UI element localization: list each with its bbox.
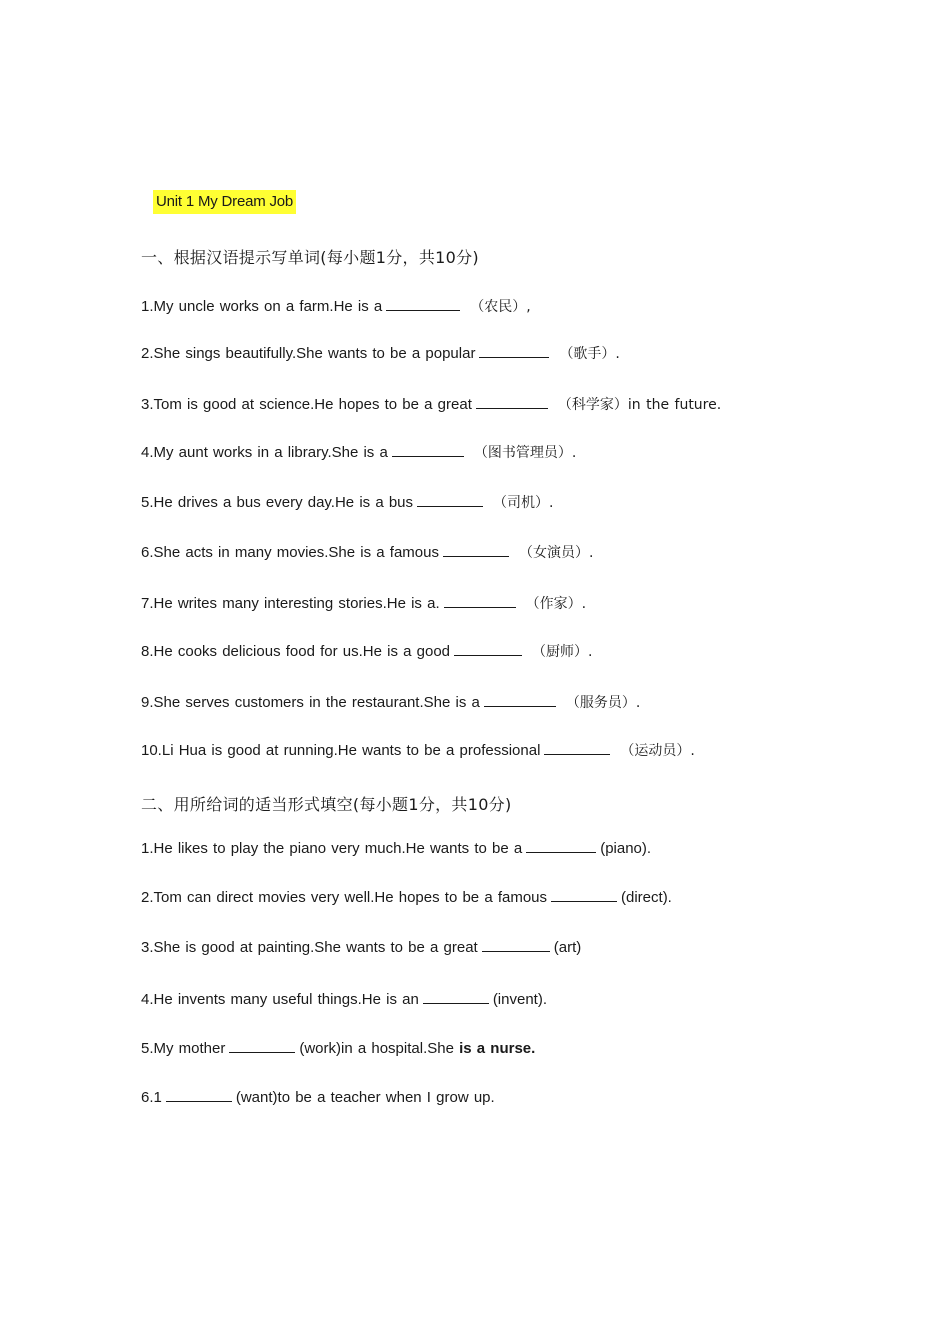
answer-blank[interactable]: [454, 641, 522, 656]
s2-item-word: (want)to be a teacher when I grow up.: [235, 1089, 495, 1106]
s2-item-text: 3.She is good at painting.She wants to be a great: [141, 939, 478, 956]
answer-blank[interactable]: [484, 692, 556, 707]
s1-item-text: 1.My uncle works on a farm.He is a: [141, 298, 383, 315]
s2-item-word: (piano).: [600, 840, 652, 857]
s1-item-4: [141, 442, 576, 462]
s2-item-text: 2.Tom can direct movies very well.He hopes to be a famous: [141, 889, 548, 906]
s1-item-hint: （作家）.: [525, 596, 587, 612]
s1-item-9: [141, 692, 640, 712]
answer-blank[interactable]: [444, 593, 516, 608]
s1-item-text: 10.Li Hua is good at running.He wants to be a professional: [141, 742, 541, 759]
answer-blank[interactable]: [544, 740, 610, 755]
s1-item-hint: （图书管理员）.: [473, 445, 577, 461]
s2-item-3: [141, 937, 581, 956]
s2-item-text: 5.My mother: [141, 1040, 226, 1057]
s1-item-1: [141, 296, 531, 316]
section1-heading: 一、根据汉语提示写单词(每小题1分，共10分): [141, 248, 479, 267]
section2-heading: 二、用所给词的适当形式填空(每小题1分，共10分): [141, 795, 512, 814]
answer-blank[interactable]: [476, 394, 548, 409]
s1-item-7: [141, 593, 586, 613]
answer-blank[interactable]: [526, 838, 596, 853]
s1-item-hint: （服务员）.: [565, 695, 641, 711]
s1-item-text: 4.My aunt works in a library.She is a: [141, 444, 388, 461]
s2-item-word: (direct).: [621, 889, 672, 906]
s1-item-hint: （运动员）.: [620, 743, 695, 759]
s1-item-10: [141, 740, 695, 760]
s1-item-6: [141, 542, 593, 562]
s2-item-text: 4.He invents many useful things.He is an: [141, 991, 419, 1008]
s1-item-text: 7.He writes many interesting stories.He is a.: [141, 595, 440, 612]
s2-item-1: [141, 838, 651, 857]
s1-item-text: 3.Tom is good at science.He hopes to be a great: [141, 396, 472, 413]
s1-item-3: [141, 394, 721, 414]
s1-item-text: 8.He cooks delicious food for us.He is a good: [141, 643, 451, 660]
answer-blank[interactable]: [551, 887, 617, 902]
s2-item-6: [141, 1087, 495, 1106]
s1-item-hint: （厨师）.: [532, 644, 593, 660]
s2-item-word: (invent).: [492, 991, 547, 1008]
answer-blank[interactable]: [479, 343, 549, 358]
s1-item-hint: （女演员）.: [518, 545, 594, 561]
s1-item-2: [141, 343, 620, 363]
s1-item-hint: （农民）,: [470, 299, 531, 315]
s1-item-5: [141, 492, 553, 512]
s1-item-text: 6.She acts in many movies.She is a famous: [141, 544, 439, 561]
answer-blank[interactable]: [417, 492, 483, 507]
s2-item-word: (art): [553, 939, 582, 956]
s1-item-text: 5.He drives a bus every day.He is a bus: [141, 494, 414, 511]
answer-blank[interactable]: [443, 542, 509, 557]
s1-item-hint: （司机）.: [493, 495, 554, 511]
s1-item-text: 9.She serves customers in the restaurant.She is a: [141, 694, 480, 711]
s1-item-hint: （科学家）in the future.: [557, 397, 722, 413]
s2-item-word: (work)in a hospital.She: [299, 1040, 454, 1057]
answer-blank[interactable]: [166, 1087, 232, 1102]
s1-item-hint: （歌手）.: [559, 346, 620, 362]
answer-blank[interactable]: [229, 1038, 295, 1053]
s2-item-2: [141, 887, 672, 906]
s2-item-bold-text: is a nurse.: [459, 1040, 536, 1057]
s2-item-4: [141, 989, 547, 1008]
answer-blank[interactable]: [423, 989, 489, 1004]
s1-item-text: 2.She sings beautifully.She wants to be a popular: [141, 345, 476, 362]
answer-blank[interactable]: [482, 937, 550, 952]
unit-title: Unit 1 My Dream Job: [153, 190, 296, 214]
answer-blank[interactable]: [392, 442, 464, 457]
s2-item-text: 6.1: [141, 1089, 162, 1106]
answer-blank[interactable]: [386, 296, 460, 311]
s2-item-5: [141, 1038, 535, 1057]
s2-item-text: 1.He likes to play the piano very much.He wants to be a: [141, 840, 523, 857]
s1-item-8: [141, 641, 592, 661]
